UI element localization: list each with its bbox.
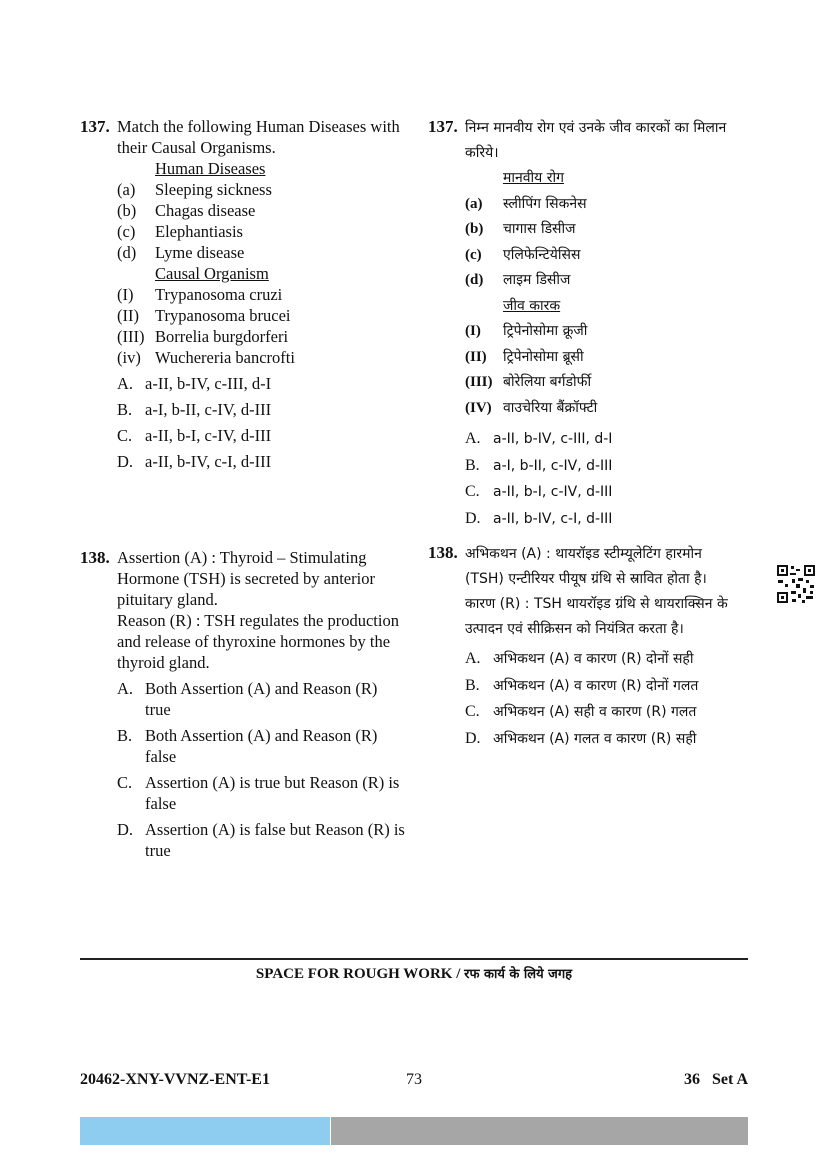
disease-item-label: (d) [465, 272, 484, 288]
q137-en [80, 116, 405, 472]
disease-item [117, 221, 405, 242]
question-text: Match the following Human Diseases with their Causal Organisms. Human Diseases (a) Sleeping sickness (b) Chagas disease (c) Elephantiasis (d) Lyme disease Causal Organism (I) Trypanosoma cruzi (II) Trypanosoma brucei (III) Borrelia burgdorferi (iv) Wuchereria bancrofti A. a-II, b-IV, c-III, d-I B. a-I, b-II, c-IV, d-III C. a-II, b-I, c-IV, d-III D. a-II, b-IV, c-I, d-III [117, 116, 405, 472]
disease-item [465, 217, 738, 243]
organism-item [117, 326, 405, 347]
option-label: B. [465, 456, 480, 474]
option-text: a-II, b-I, c-IV, d-III [493, 484, 613, 500]
set-label: 36 Set A [684, 1071, 748, 1088]
page-number: 73 [406, 1071, 422, 1088]
rough-work-label: SPACE FOR ROUGH WORK / रफ कार्य के लिये जगह [255, 966, 573, 982]
english-column [80, 116, 405, 861]
organism-item-label: (II) [465, 348, 487, 365]
organism-item-text: Wuchereria bancrofti [155, 348, 295, 367]
reason-text: Reason (R) : TSH regulates the production and release of thyroxine hormones by the thyroid gland. [117, 611, 399, 672]
organism-item-text: Borrelia burgdorferi [155, 327, 289, 346]
hindi-column [428, 116, 738, 752]
disease-item [117, 200, 405, 221]
disease-item-text: लाइम डिसीज [503, 272, 571, 288]
organism-item-label: (II) [117, 306, 139, 325]
option-label: C. [465, 483, 480, 500]
option-text: Assertion (A) is false but Reason (R) is true [145, 820, 405, 860]
organism-item-label: (I) [117, 285, 134, 304]
option-text: Assertion (A) is true but Reason (R) is false [145, 773, 400, 813]
organism-item-text: ट्रिपेनोसोमा क्रूजी [503, 323, 588, 339]
option-text: a-II, b-IV, c-III, d-I [145, 374, 272, 393]
option-text: Both Assertion (A) and Reason (R) true [145, 679, 378, 719]
organism-item [465, 396, 738, 422]
organism-item-label: (IV) [465, 399, 492, 416]
disease-item-text: एलिफेन्टियेसिस [503, 246, 581, 263]
organism-item [465, 345, 738, 371]
option-label: D. [117, 820, 134, 839]
answer-option [117, 678, 405, 720]
answer-option [465, 506, 738, 533]
question-number: 138. [428, 543, 458, 562]
reason-text: कारण (R) : TSH थायरॉइड ग्रंथि से थायराक्सिन के उत्पादन एवं सीक्रिसन को नियंत्रित करता है। [465, 596, 728, 637]
disease-item-text: Elephantiasis [155, 222, 243, 241]
disease-item-text: Sleeping sickness [155, 180, 272, 199]
organism-item-text: Trypanosoma cruzi [155, 285, 283, 304]
answer-option [465, 453, 738, 480]
option-text: a-I, b-II, c-IV, d-III [145, 400, 272, 419]
answer-option [117, 819, 405, 861]
option-label: D. [465, 729, 481, 747]
organism-item-text: वाउचेरिया बैंक्रॉफ्टी [503, 399, 598, 416]
disease-item-label: (c) [465, 246, 482, 263]
organism-item-text: ट्रिपेनोसोमा ब्रूसी [503, 348, 584, 365]
organism-item-text: Trypanosoma brucei [155, 306, 291, 325]
option-label: C. [117, 426, 133, 445]
option-label: A. [465, 430, 481, 447]
answer-option [465, 699, 738, 726]
disease-item [117, 242, 405, 263]
disease-item [465, 268, 738, 294]
option-text: a-II, b-IV, c-I, d-III [493, 510, 613, 527]
disease-item-label: (b) [117, 201, 137, 220]
option-label: A. [117, 679, 134, 698]
organism-item [465, 370, 738, 396]
q137-hi [428, 116, 738, 532]
question-number: 138. [80, 548, 110, 567]
organism-item-label: (iv) [117, 348, 141, 367]
option-label: C. [117, 773, 133, 792]
question-number: 137. [80, 117, 110, 136]
option-label: A. [465, 650, 481, 667]
answer-option [117, 373, 405, 394]
qr-code-icon [776, 564, 816, 604]
option-label: B. [117, 400, 133, 419]
answer-option [465, 726, 738, 753]
list-heading: मानवीय रोग [503, 170, 564, 186]
answer-option [117, 399, 405, 420]
option-text: अभिकथन (A) सही व कारण (R) गलत [493, 704, 697, 720]
option-text: a-I, b-II, c-IV, d-III [493, 457, 613, 474]
q138-en [80, 547, 405, 861]
answer-option [117, 772, 405, 814]
organism-item-label: (III) [465, 374, 493, 390]
footer-bar-left [80, 1117, 330, 1145]
option-label: B. [465, 676, 480, 694]
option-label: D. [465, 509, 481, 527]
list-heading: जीव कारक [503, 297, 561, 314]
disease-item-label: (d) [117, 243, 137, 262]
option-text: a-II, b-IV, c-III, d-I [493, 431, 613, 447]
footer-bar-right [331, 1117, 748, 1145]
question-text [117, 547, 405, 861]
answer-option [465, 673, 738, 700]
option-text: a-II, b-I, c-IV, d-III [145, 426, 272, 445]
disease-item-text: Chagas disease [155, 201, 256, 220]
organism-item [465, 319, 738, 345]
answer-option [117, 425, 405, 446]
answer-option [465, 426, 738, 453]
list-heading: Causal Organism [155, 264, 269, 283]
question-number: 137. [428, 117, 458, 136]
option-text: अभिकथन (A) गलत व कारण (R) सही [493, 730, 697, 747]
disease-item-text: चागास डिसीज [503, 221, 576, 237]
disease-item [465, 243, 738, 269]
organism-item [117, 284, 405, 305]
organism-item [117, 305, 405, 326]
organism-item [117, 347, 405, 368]
disease-item [117, 179, 405, 200]
organism-item-label: (III) [117, 327, 145, 346]
option-label: B. [117, 726, 133, 745]
option-text: अभिकथन (A) व कारण (R) दोनों सही [493, 651, 694, 667]
option-text: अभिकथन (A) व कारण (R) दोनों गलत [493, 677, 699, 694]
answer-option [117, 451, 405, 472]
option-label: A. [117, 374, 134, 393]
disease-item-label: (a) [117, 180, 136, 199]
organism-item-text: बोरेलिया बर्गडोर्फी [503, 374, 592, 390]
rough-work-divider [80, 958, 748, 960]
option-label: D. [117, 452, 134, 471]
disease-item-label: (c) [117, 222, 136, 241]
disease-item-text: Lyme disease [155, 243, 245, 262]
disease-item-text: स्लीपिंग सिकनेस [503, 195, 587, 212]
assertion-text: Assertion (A) : Thyroid – Stimulating Hormone (TSH) is secreted by anterior pituitary gland. [117, 548, 375, 609]
option-text: Both Assertion (A) and Reason (R) false [145, 726, 378, 766]
question-text: निम्न मानवीय रोग एवं उनके जीव कारकों का मिलान करिये। मानवीय रोग (a) स्लीपिंग सिकनेस (b) चागास डिसीज (c) एलिफेन्टियेसिस (d) लाइम डिसीज जीव कारक (I) ट्रिपेनोसोमा क्रूजी (II) ट्रिपेनोसोमा ब्रूसी (III) बोरेलिया बर्गडोर्फी (IV) वाउचेरिया बैंक्रॉफ्टी A. a-II, b-IV, c-III, d-I B. a-I, b-II, c-IV, d-III C. a-II, b-I, c-IV, d-III D. a-II, b-IV, c-I, d-III [465, 116, 738, 532]
disease-item-label: (b) [465, 221, 484, 237]
list-heading: Human Diseases [155, 159, 266, 178]
question-text [465, 542, 738, 752]
assertion-text: अभिकथन (A) : थायरॉइड स्टीम्यूलेटिंग हारमोन (TSH) एन्टीरियर पीयूष ग्रंथि से स्रावित होता है। [465, 546, 707, 587]
disease-item [465, 192, 738, 218]
disease-item-label: (a) [465, 195, 483, 212]
option-text: a-II, b-IV, c-I, d-III [145, 452, 272, 471]
q138-hi [428, 542, 738, 752]
option-label: C. [465, 703, 480, 720]
paper-code: 20462-XNY-VVNZ-ENT-E1 [80, 1071, 270, 1088]
answer-option [465, 479, 738, 506]
answer-option [465, 646, 738, 673]
organism-item-label: (I) [465, 323, 481, 339]
answer-option [117, 725, 405, 767]
